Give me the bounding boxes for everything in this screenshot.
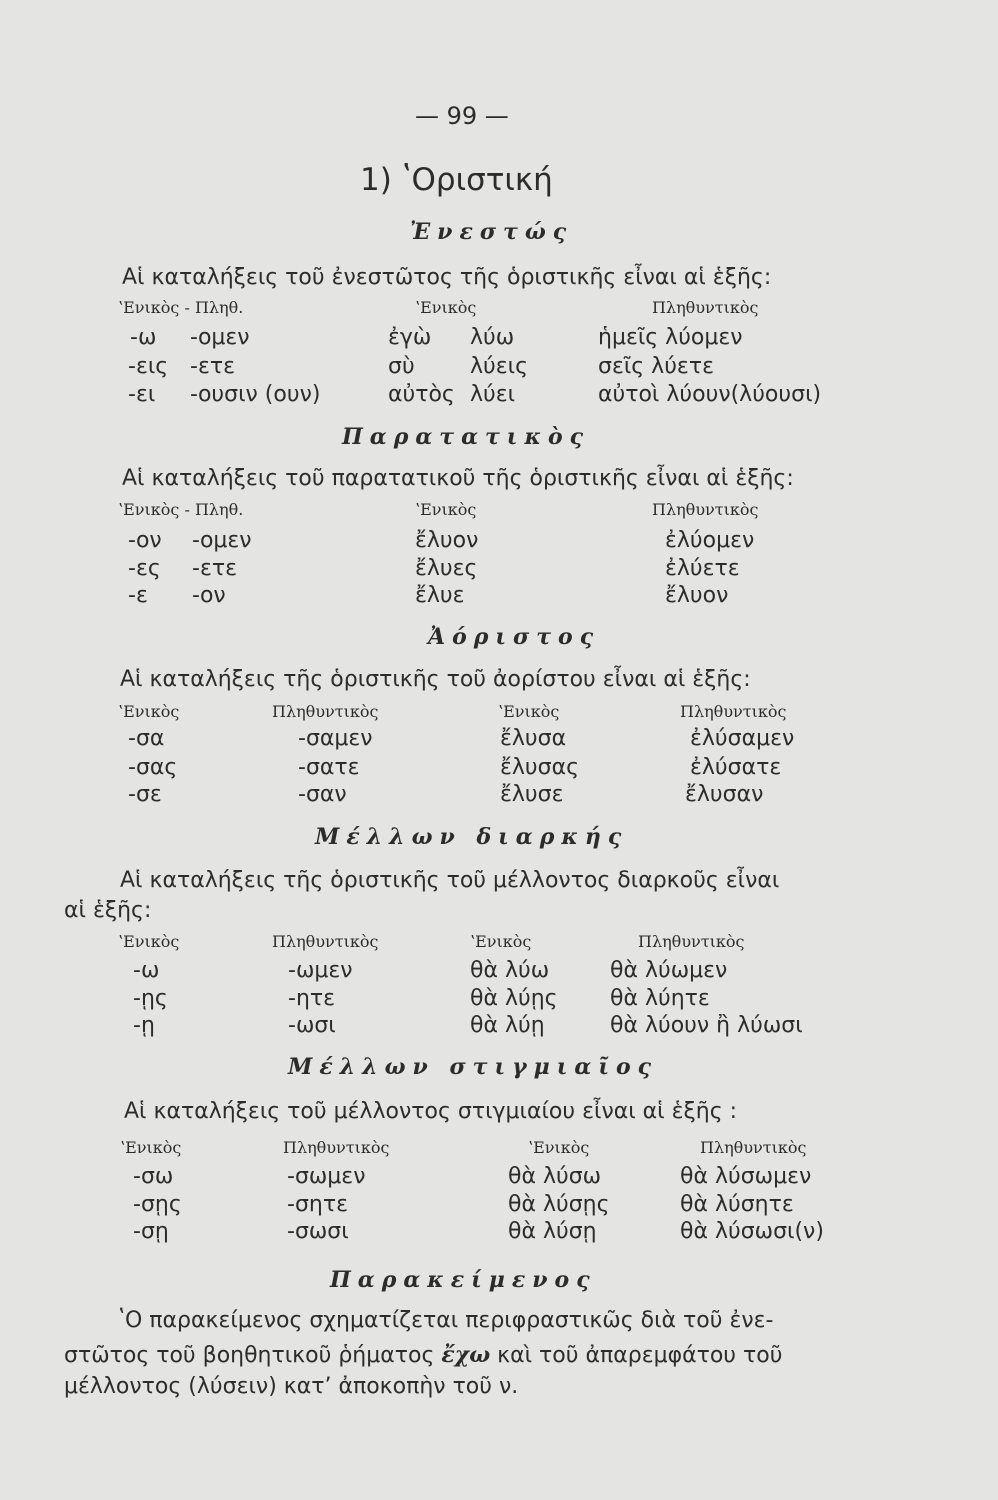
ending: -ετε bbox=[192, 556, 237, 581]
ending: -σῃς bbox=[133, 1192, 182, 1217]
ending: -σα bbox=[128, 726, 165, 751]
pronoun: αὐτὸς bbox=[388, 382, 455, 407]
ending: -ομεν bbox=[190, 325, 250, 350]
column-header: ʽΕνικὸς bbox=[470, 932, 532, 951]
section-intro-aoristos: Αἱ καταλήξεις τῆς ὁριστικῆς τοῦ ἀορίστου εἶναι αἱ ἑξῆς: bbox=[120, 667, 751, 692]
ending: -σας bbox=[128, 755, 178, 780]
column-header: Πληθυντικὸς bbox=[680, 702, 787, 721]
ending: -ομεν bbox=[192, 528, 252, 553]
paragraph-line: μέλλοντος (λύσειν) κατ’ ἀποκοπὴν τοῦ ν. bbox=[64, 1374, 519, 1399]
ending: -ει bbox=[128, 382, 156, 407]
column-header: ʽΕνικὸς bbox=[528, 1138, 590, 1157]
section-title-mellon-diarkis: Μέλλων διαρκής bbox=[315, 824, 629, 850]
column-header: ʽΕνικὸς bbox=[118, 702, 180, 721]
chapter-heading: 1) ʽΟριστική bbox=[360, 162, 553, 198]
ending: -ωμεν bbox=[288, 958, 353, 983]
verb-form: ἐλύομεν bbox=[665, 528, 755, 553]
section-title-mellon-stigmiaios: Μέλλων στιγμιαῖος bbox=[288, 1054, 659, 1080]
verb-form: θὰ λύσῃ bbox=[508, 1219, 597, 1244]
ending: -ε bbox=[128, 583, 148, 608]
section-intro-continuation: αἱ ἑξῆς: bbox=[64, 898, 152, 923]
section-intro-enestos: Αἱ καταλήξεις τοῦ ἐνεστῶτος τῆς ὁριστικῆς εἶναι αἱ ἑξῆς: bbox=[122, 265, 772, 290]
paragraph-line bbox=[64, 1342, 782, 1368]
verb-form: θὰ λύσω bbox=[508, 1164, 602, 1189]
verb-form: λύω bbox=[470, 325, 515, 350]
emphasized-word: ἔχω bbox=[441, 1342, 491, 1368]
ending: -ω bbox=[133, 958, 160, 983]
ending: -εις bbox=[128, 354, 169, 379]
verb-form: ἔλυσε bbox=[500, 782, 564, 807]
column-header: ʽΕνικὸς bbox=[415, 298, 477, 317]
paragraph-line: ʽΟ παρακείμενος σχηματίζεται περιφραστικῶς διὰ τοῦ ἐνε- bbox=[118, 1308, 774, 1333]
pronoun: σὺ bbox=[388, 354, 415, 379]
verb-form: ἔλυσας bbox=[500, 755, 579, 780]
ending: -ῃ bbox=[133, 1013, 155, 1038]
column-header: Πληθυντικὸς bbox=[652, 298, 759, 317]
column-header: Πληθυντικὸς bbox=[272, 702, 379, 721]
verb-form: θὰ λύῃ bbox=[470, 1013, 545, 1038]
section-title-parakeimenos: Παρακείμενος bbox=[330, 1267, 597, 1293]
verb-form: θὰ λύητε bbox=[610, 986, 710, 1011]
verb-form: ἐλύσαμεν bbox=[690, 726, 795, 751]
verb-form: θὰ λύουν ἢ λύωσι bbox=[610, 1013, 803, 1038]
column-header: Πληθυντικὸς bbox=[700, 1138, 807, 1157]
verb-form: σεῖς λύετε bbox=[598, 354, 714, 379]
column-header: Πληθυντικὸς bbox=[272, 932, 379, 951]
verb-form: ἔλυες bbox=[415, 556, 478, 581]
verb-form: ἔλυσα bbox=[500, 726, 567, 751]
verb-form: ἔλυσαν bbox=[685, 782, 764, 807]
ending: -σε bbox=[128, 782, 162, 807]
section-intro-mellon-diarkis: Αἱ καταλήξεις τῆς ὁριστικῆς τοῦ μέλλοντος διαρκοῦς εἶναι bbox=[120, 868, 780, 893]
verb-form: θὰ λύσῃς bbox=[508, 1192, 610, 1217]
verb-form: θὰ λύσωσι(ν) bbox=[680, 1219, 824, 1244]
verb-form: λύεις bbox=[470, 354, 528, 379]
section-intro-paratatikos: Αἱ καταλήξεις τοῦ παρατατικοῦ τῆς ὁριστικῆς εἶναι αἱ ἑξῆς: bbox=[122, 466, 794, 491]
paragraph-text: στῶτος τοῦ βοηθητικοῦ ῥήματος bbox=[64, 1343, 442, 1368]
ending: -σαν bbox=[298, 782, 347, 807]
section-title-enestos: Ἐνεστώς bbox=[410, 219, 574, 245]
pronoun: ἐγὼ bbox=[388, 325, 432, 350]
verb-form: ἔλυον bbox=[665, 583, 729, 608]
ending: -ωσι bbox=[288, 1013, 336, 1038]
ending: -ῃς bbox=[133, 986, 168, 1011]
column-header: ʽΕνικὸς - Πληθ. bbox=[118, 500, 244, 519]
verb-form: θὰ λύσητε bbox=[680, 1192, 794, 1217]
column-header: Πληθυντικὸς bbox=[652, 500, 759, 519]
column-header: ʽΕνικὸς bbox=[498, 702, 560, 721]
verb-form: θὰ λύῃς bbox=[470, 986, 558, 1011]
verb-form: ἔλυε bbox=[415, 583, 465, 608]
ending: -ητε bbox=[288, 986, 336, 1011]
ending: -σῃ bbox=[133, 1219, 169, 1244]
ending: -σαμεν bbox=[298, 726, 373, 751]
ending: -ες bbox=[128, 556, 161, 581]
verb-form: θὰ λύσωμεν bbox=[680, 1164, 812, 1189]
verb-form: λύει bbox=[470, 382, 516, 407]
column-header: ʽΕνικὸς - Πληθ. bbox=[118, 298, 244, 317]
ending: -σατε bbox=[298, 755, 360, 780]
column-header: ʽΕνικὸς bbox=[120, 1138, 182, 1157]
ending: -ον bbox=[128, 528, 162, 553]
ending: -σωσι bbox=[287, 1219, 349, 1244]
column-header: Πληθυντικὸς bbox=[638, 932, 745, 951]
verb-form: ἐλύσατε bbox=[690, 755, 782, 780]
ending: -ετε bbox=[190, 354, 235, 379]
verb-form: αὐτοὶ λύουν(λύουσι) bbox=[598, 382, 822, 407]
paragraph-text: καὶ τοῦ ἀπαρεμφάτου τοῦ bbox=[490, 1343, 783, 1368]
section-title-aoristos: Ἀόριστος bbox=[428, 624, 601, 650]
verb-form: ἐλύετε bbox=[665, 556, 740, 581]
column-header: Πληθυντικὸς bbox=[283, 1138, 390, 1157]
ending: -ω bbox=[130, 325, 157, 350]
ending: -ουσιν (ουν) bbox=[190, 382, 321, 407]
ending: -σητε bbox=[287, 1192, 348, 1217]
section-title-paratatikos: Παρατατικὸς bbox=[342, 424, 591, 450]
column-header: ʽΕνικὸς bbox=[118, 932, 180, 951]
verb-form: ἔλυον bbox=[415, 528, 479, 553]
verb-form: ἡμεῖς λύομεν bbox=[598, 325, 743, 350]
page-number: — 99 — bbox=[415, 102, 509, 130]
verb-form: θὰ λύω bbox=[470, 958, 550, 983]
column-header: ʽΕνικὸς bbox=[415, 500, 477, 519]
verb-form: θὰ λύωμεν bbox=[610, 958, 728, 983]
ending: -ον bbox=[192, 583, 226, 608]
ending: -σωμεν bbox=[287, 1164, 366, 1189]
ending: -σω bbox=[133, 1164, 174, 1189]
section-intro-mellon-stigmiaios: Αἱ καταλήξεις τοῦ μέλλοντος στιγμιαίου εἶναι αἱ ἑξῆς : bbox=[124, 1099, 738, 1124]
